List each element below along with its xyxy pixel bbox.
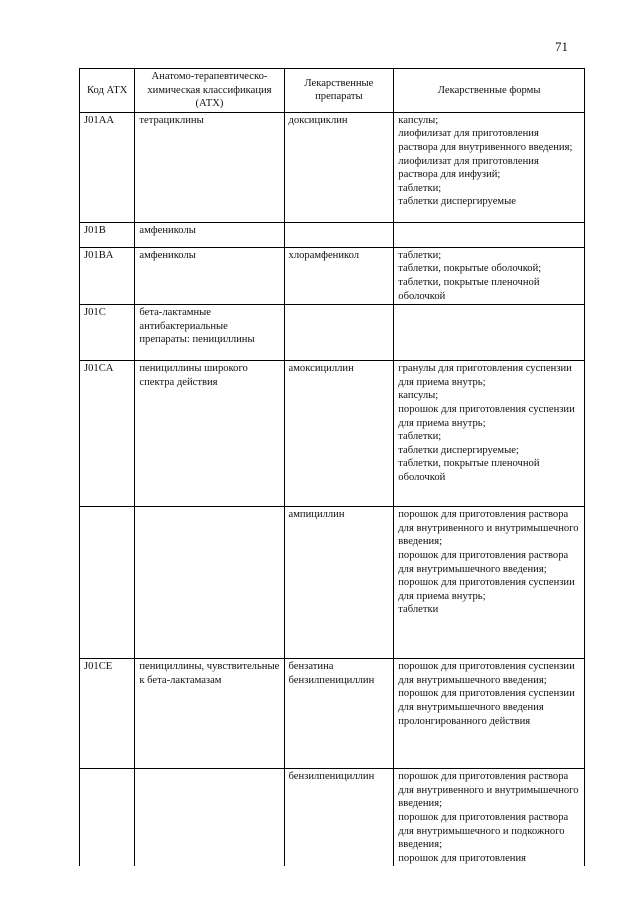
cell-drug: хлорамфеникол (284, 247, 394, 304)
header-classification: Анатомо-терапевтическо-химическая классификация (АТХ) (135, 69, 284, 113)
cell-forms (394, 222, 585, 247)
cell-classification (135, 769, 284, 867)
cell-drug (284, 222, 394, 247)
table-row (80, 247, 585, 304)
table-row (80, 507, 585, 659)
cell-drug: доксициклин (284, 112, 394, 222)
cell-drug: ампициллин (284, 507, 394, 659)
table-row (80, 361, 585, 507)
cell-code: J01B (80, 222, 135, 247)
table-row (80, 659, 585, 769)
table-header-row (80, 69, 585, 113)
table-row (80, 222, 585, 247)
cell-forms: порошок для приготовления раствора для внутривенного и внутримышечного введения; порошок для приготовления раствора для внутримышечного и подкожного введения; порошок для приготовления (394, 769, 585, 867)
cell-code (80, 507, 135, 659)
header-code: Код АТХ (80, 69, 135, 113)
cell-classification: бета-лактамные антибактериальные препараты: пенициллины (135, 305, 284, 361)
cell-classification: пенициллины широкого спектра действия (135, 361, 284, 507)
cell-classification: тетрациклины (135, 112, 284, 222)
header-drugs: Лекарственные препараты (284, 69, 394, 113)
cell-forms: капсулы; лиофилизат для приготовления раствора для внутривенного введения; лиофилизат для приготовления раствора для инфузий; таблетки; таблетки диспергируемые (394, 112, 585, 222)
cell-forms (394, 305, 585, 361)
cell-code: J01AA (80, 112, 135, 222)
cell-drug: бензатина бензилпенициллин (284, 659, 394, 769)
header-forms: Лекарственные формы (394, 69, 585, 113)
cell-classification: амфениколы (135, 247, 284, 304)
atc-table (79, 68, 585, 866)
table-row (80, 112, 585, 222)
cell-classification: пенициллины, чувствительные к бета-лактамазам (135, 659, 284, 769)
cell-drug: амоксициллин (284, 361, 394, 507)
cell-code: J01CE (80, 659, 135, 769)
cell-classification (135, 507, 284, 659)
cell-code: J01BA (80, 247, 135, 304)
cell-code: J01CA (80, 361, 135, 507)
table-row (80, 769, 585, 867)
cell-forms: порошок для приготовления раствора для внутривенного и внутримышечного введения; порошок для приготовления раствора для внутримышечного введения; порошок для приготовления суспензии для приема внутрь; таблетки (394, 507, 585, 659)
cell-code (80, 769, 135, 867)
cell-drug: бензилпенициллин (284, 769, 394, 867)
cell-forms: гранулы для приготовления суспензии для приема внутрь; капсулы; порошок для приготовления суспензии для приема внутрь; таблетки; таблетки диспергируемые; таблетки, покрытые пленочной оболочкой (394, 361, 585, 507)
page-number: 71 (555, 39, 568, 54)
cell-forms: таблетки; таблетки, покрытые оболочкой; таблетки, покрытые пленочной оболочкой (394, 247, 585, 304)
cell-code: J01C (80, 305, 135, 361)
cell-classification: амфениколы (135, 222, 284, 247)
cell-drug (284, 305, 394, 361)
table-row (80, 305, 585, 361)
cell-forms: порошок для приготовления суспензии для внутримышечного введения; порошок для приготовления суспензии для внутримышечного введения пролонгированного действия (394, 659, 585, 769)
